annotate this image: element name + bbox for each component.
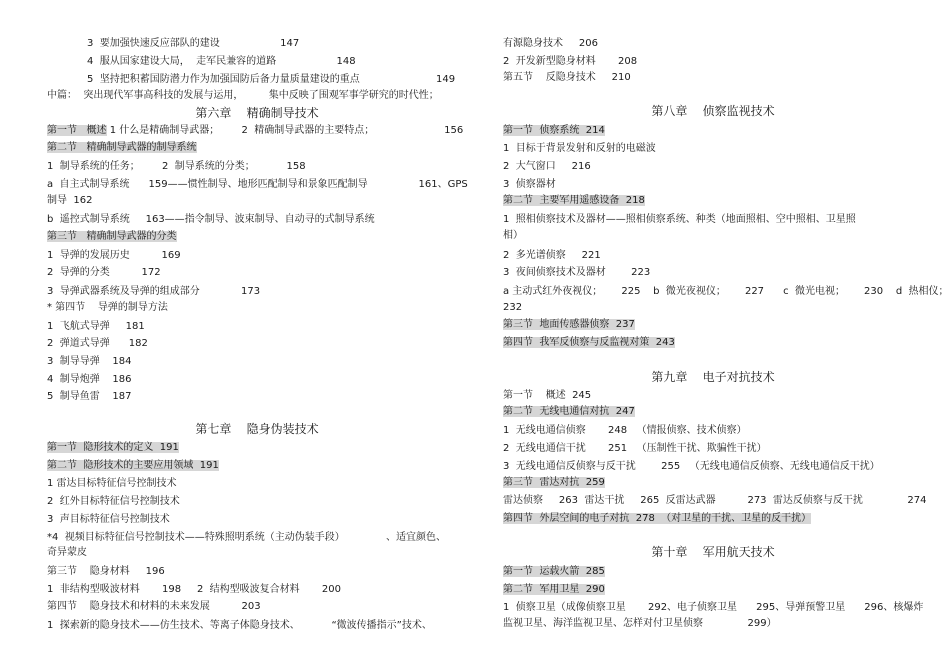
text-line: 3 制导导弹 184 bbox=[47, 356, 132, 367]
section-heading-text: 第三节 雷达对抗 259 bbox=[503, 477, 605, 488]
section-heading bbox=[503, 405, 635, 418]
section-heading-text: 第一节 运载火箭 285 bbox=[503, 566, 605, 577]
text-line: 2 开发新型隐身材料 208 bbox=[503, 56, 638, 67]
text-line: 第五节 反隐身技术 210 bbox=[503, 72, 631, 83]
chapter-7-title: 第七章 隐身伪装技术 bbox=[195, 422, 319, 436]
text-line: 2 红外目标特征信号控制技术 bbox=[47, 496, 180, 507]
text-line: 1 导弹的发展历史 169 bbox=[47, 250, 181, 261]
section-heading-text: 第二节 精确制导武器的制导系统 bbox=[47, 142, 197, 153]
text-line: * 第四节 导弹的制导方法 bbox=[47, 302, 168, 313]
text-line: 4 制导炮弹 186 bbox=[47, 374, 132, 385]
text-line: 2 弹道式导弹 182 bbox=[47, 338, 148, 349]
section-line bbox=[47, 124, 463, 137]
text-line: 2 无线电通信干扰 251 （压制性干扰、欺骗性干扰） bbox=[503, 443, 767, 454]
chapter-10-title: 第十章 军用航天技术 bbox=[651, 545, 775, 559]
section-heading bbox=[47, 141, 197, 154]
chapter-8-title: 第八章 侦察监视技术 bbox=[651, 104, 775, 118]
section-heading-text: 第二节 军用卫星 290 bbox=[503, 584, 605, 595]
section-heading-text: 第一节 隐形技术的定义 191 bbox=[47, 442, 179, 453]
section-heading bbox=[503, 476, 605, 489]
section-heading bbox=[47, 441, 179, 454]
text-line: *4 视频目标特征信号控制技术——特殊照明系统（主动伪装手段） 、适宜颜色、 bbox=[47, 532, 447, 543]
text-line: 有源隐身技术 206 bbox=[503, 38, 598, 49]
section-heading-text: 第三节 地面传感器侦察 237 bbox=[503, 319, 635, 330]
text-line: 第一节 概述 245 bbox=[503, 390, 592, 401]
text-line: 第四节 隐身技术和材料的未来发展 203 bbox=[47, 601, 261, 612]
section-heading bbox=[503, 512, 811, 525]
section-heading-text: 第二节 隐形技术的主要应用领域 191 bbox=[47, 460, 219, 471]
section-heading: 第一节 概述 bbox=[47, 125, 107, 136]
text-line: 1 制导系统的任务； 2 制导系统的分类； 158 bbox=[47, 161, 306, 172]
text-line: 1 非结构型吸波材料 198 2 结构型吸波复合材料 200 bbox=[47, 584, 342, 595]
text-line: 1 什么是精确制导武器； 2 精确制导武器的主要特点； 156 bbox=[106, 125, 464, 136]
text-line: a 主动式红外夜视仪； 225 b 微光夜视仪； 227 c 微光电视； 230 d 热相仪； bbox=[503, 286, 949, 297]
text-line: 1 无线电通信侦察 248 （情报侦察、技术侦察） bbox=[503, 425, 747, 436]
text-line: 1 探索新的隐身技术——仿生技术、等离子体隐身技术、 “微波传播指示”技术、 bbox=[47, 620, 432, 631]
text-line: 5 制导鱼雷 187 bbox=[47, 391, 132, 402]
text-line: 1 侦察卫星（成像侦察卫星 292、电子侦察卫星 295、导弹预警卫星 296、核爆炸 bbox=[503, 602, 924, 613]
chapter-6-title: 第六章 精确制导技术 bbox=[195, 106, 319, 120]
section-heading bbox=[47, 459, 219, 472]
text-line: 3 导弹武器系统及导弹的组成部分 173 bbox=[47, 286, 261, 297]
section-heading bbox=[503, 583, 605, 596]
text-line: 2 导弹的分类 172 bbox=[47, 267, 161, 278]
text-line: 1 飞航式导弹 181 bbox=[47, 321, 145, 332]
section-heading bbox=[47, 230, 177, 243]
text-line: 监视卫星、海洋监视卫星、怎样对付卫星侦察 299） bbox=[503, 618, 777, 629]
section-heading bbox=[503, 318, 635, 331]
section-heading-text: 第三节 精确制导武器的分类 bbox=[47, 231, 177, 242]
text-line: 3 夜间侦察技术及器材 223 bbox=[503, 267, 651, 278]
section-heading bbox=[503, 336, 675, 349]
text-line: 相） bbox=[503, 230, 523, 241]
text-line: 1 雷达目标特征信号控制技术 bbox=[47, 478, 177, 489]
section-heading-text: 第四节 外层空间的电子对抗 278 （对卫星的干扰、卫星的反干扰） bbox=[503, 513, 812, 524]
text-line: b 遥控式制导系统 163——指令制导、波束制导、自动寻的式制导系统 bbox=[47, 214, 375, 225]
text-line: 3 无线电通信反侦察与反干扰 255 （无线电通信反侦察、无线电通信反干扰） bbox=[503, 461, 880, 472]
text-line: a 自主式制导系统 159——惯性制导、地形匹配制导和景象匹配制导 161、GPS bbox=[47, 179, 468, 190]
text-line: 4 服从国家建设大局， 走军民兼容的道路 148 bbox=[87, 56, 356, 67]
text-line: 中篇： 突出现代军事高科技的发展与运用， 集中反映了围观军事学研究的时代性； bbox=[47, 90, 439, 101]
text-line: 3 声目标特征信号控制技术 bbox=[47, 514, 170, 525]
section-heading bbox=[503, 194, 645, 207]
text-line: 2 多光谱侦察 221 bbox=[503, 250, 601, 261]
section-heading-text: 第一节 侦察系统 214 bbox=[503, 125, 605, 136]
text-line: 1 照相侦察技术及器材——照相侦察系统、种类（地面照相、空中照相、卫星照 bbox=[503, 214, 856, 225]
text-line: 雷达侦察 263 雷达干扰 265 反雷达武器 273 雷达反侦察与反干扰 274 bbox=[503, 495, 927, 506]
section-heading-text: 第四节 我军反侦察与反监视对策 243 bbox=[503, 337, 675, 348]
text-line: 232 bbox=[503, 302, 523, 313]
section-heading bbox=[503, 124, 605, 137]
text-line: 制导 162 bbox=[47, 195, 93, 206]
text-line: 3 要加强快速反应部队的建设 147 bbox=[87, 38, 300, 49]
text-line: 第三节 隐身材料 196 bbox=[47, 566, 165, 577]
chapter-9-title: 第九章 电子对抗技术 bbox=[651, 370, 775, 384]
section-heading-text: 第二节 主要军用遥感设备 218 bbox=[503, 195, 645, 206]
text-line: 1 目标于背景发射和反射的电磁波 bbox=[503, 143, 656, 154]
text-line: 3 侦察器材 bbox=[503, 179, 556, 190]
text-line: 5 坚持把积蓄国防潜力作为加强国防后备力量质量建设的重点 149 bbox=[87, 74, 456, 85]
section-heading bbox=[503, 565, 605, 578]
text-line: 2 大气窗口 216 bbox=[503, 161, 591, 172]
text-line: 奇异蒙皮 bbox=[47, 547, 87, 558]
section-heading-text: 第二节 无线电通信对抗 247 bbox=[503, 406, 635, 417]
